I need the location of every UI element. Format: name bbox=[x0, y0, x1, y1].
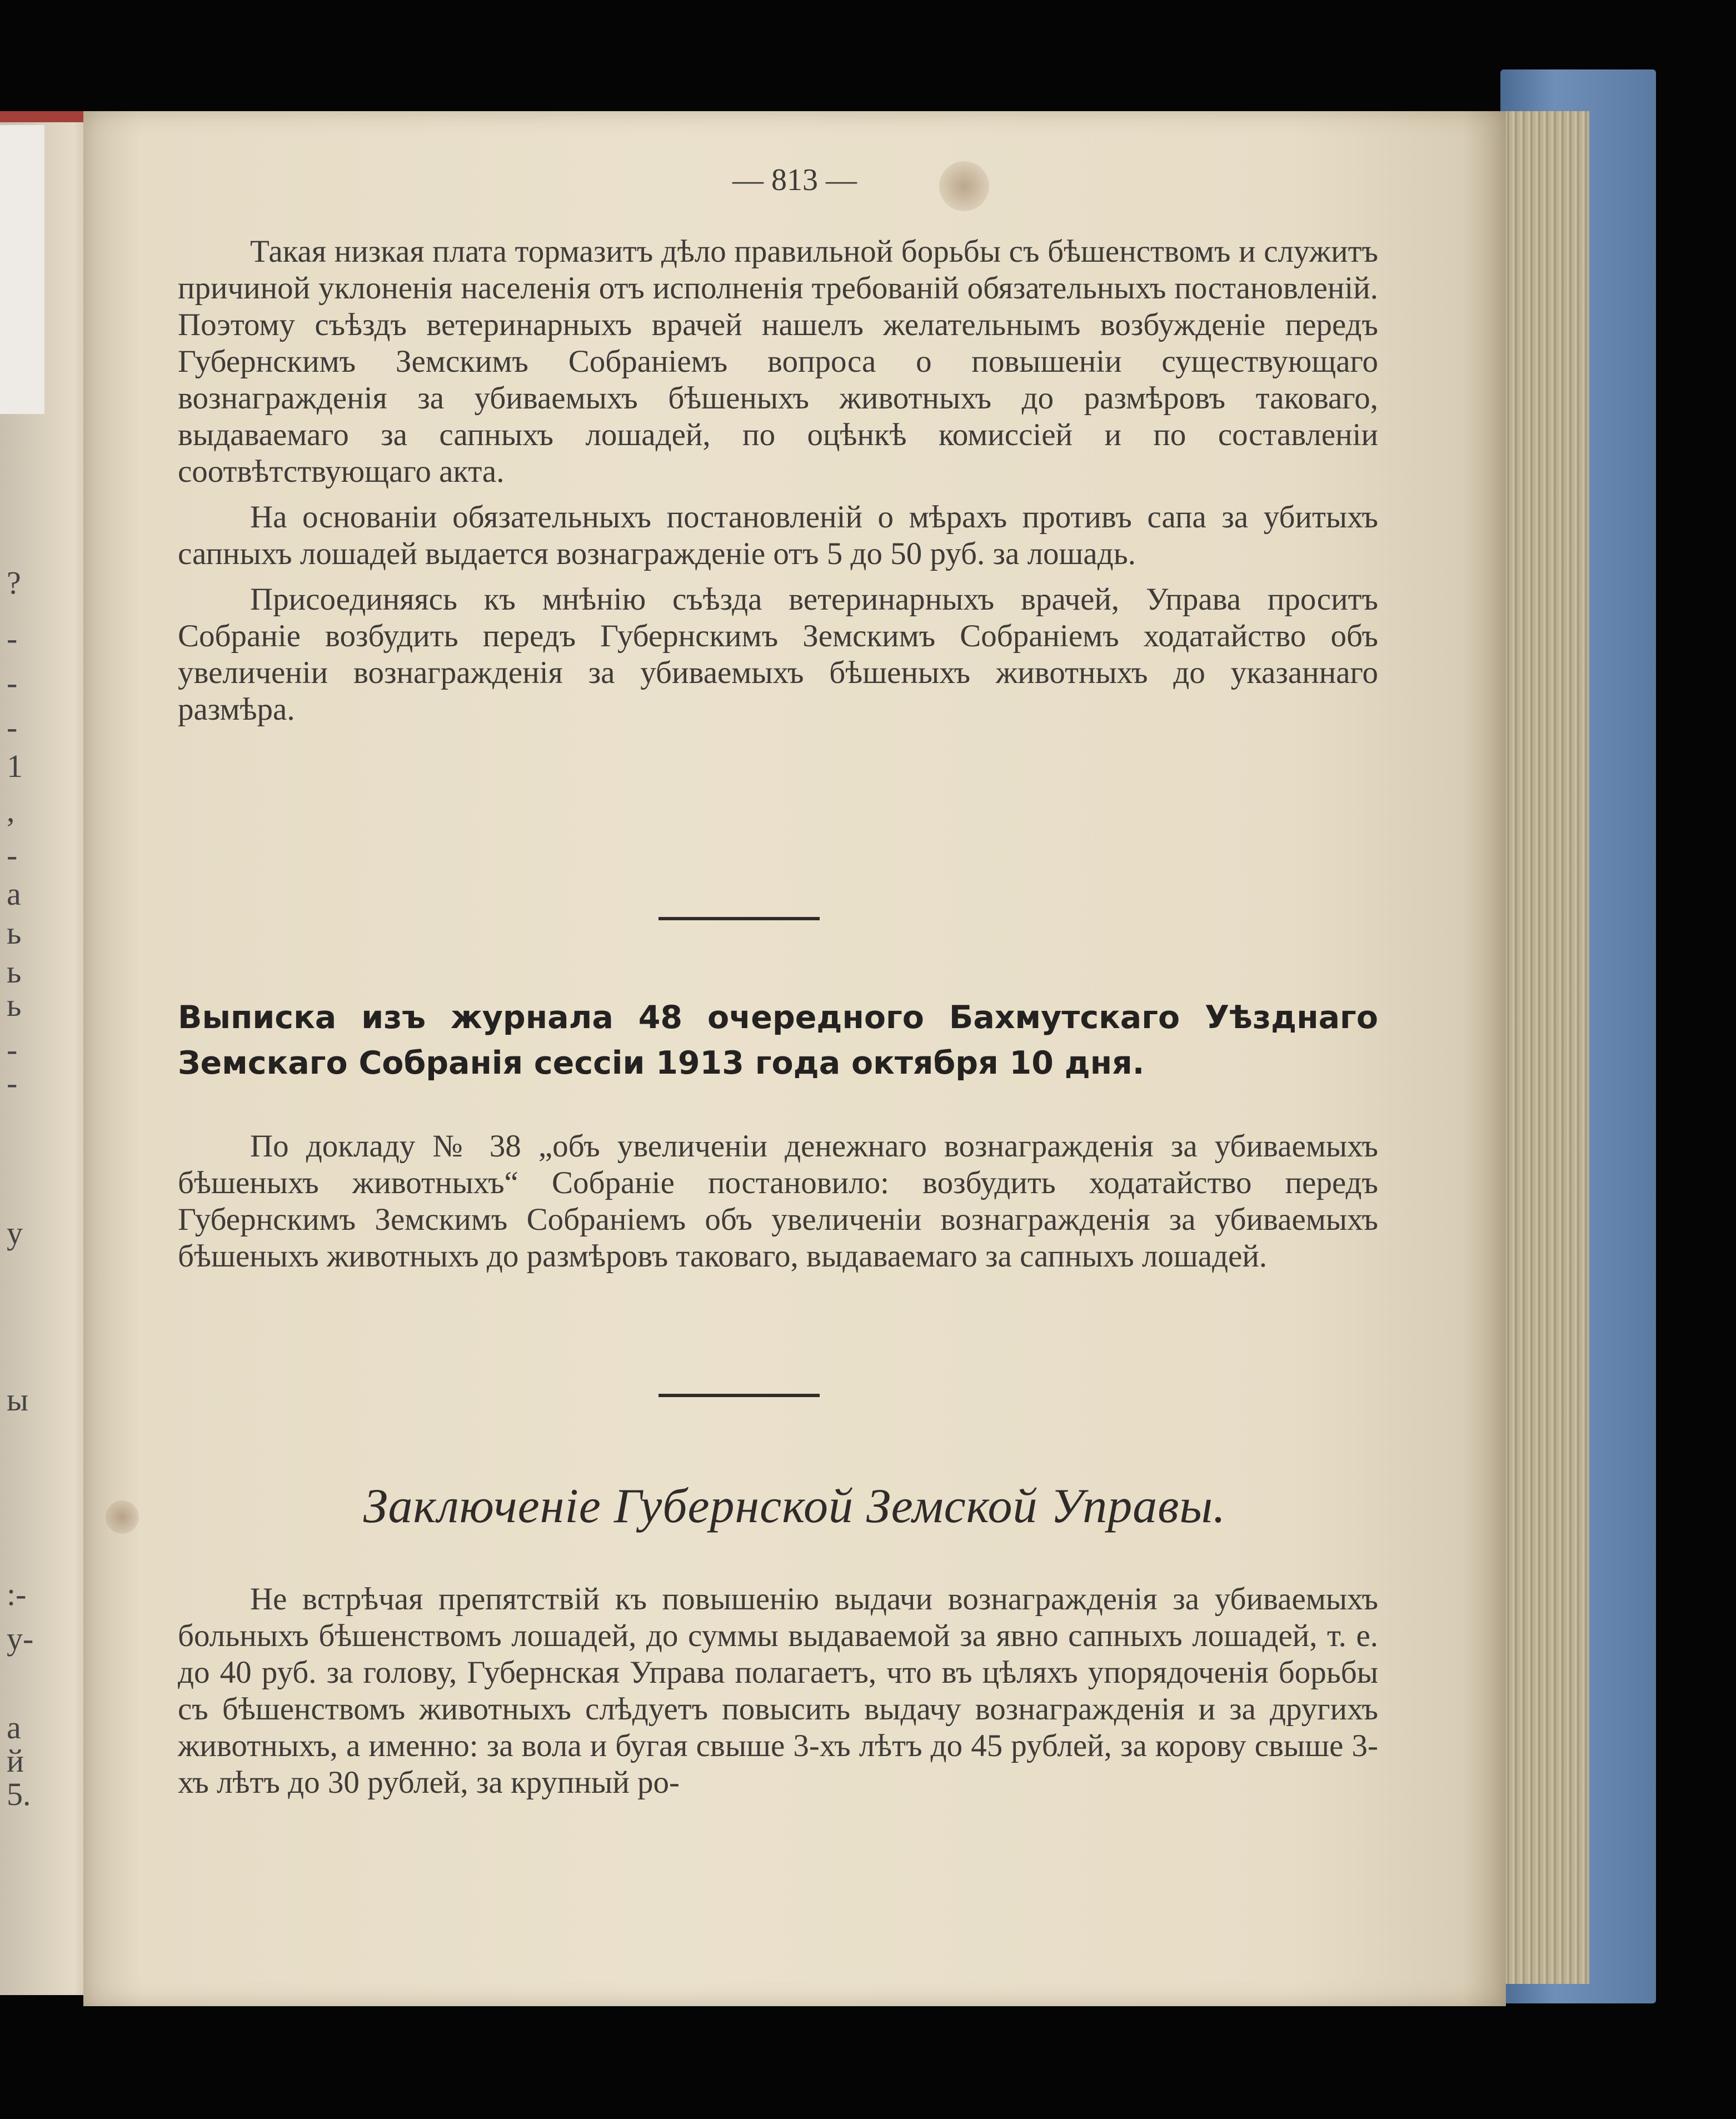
book-page bbox=[83, 111, 1506, 2006]
edge-char: ь bbox=[7, 954, 22, 990]
conclusion-heading: Заключеніе Губернской Земской Управы. bbox=[363, 1479, 1226, 1533]
extract-body bbox=[178, 1128, 1378, 1275]
paper-tab bbox=[0, 125, 44, 414]
edge-char: - bbox=[7, 709, 18, 745]
section-divider bbox=[659, 1394, 820, 1397]
edge-char: - bbox=[7, 837, 18, 873]
paragraph: По докладу № 38 „объ увеличеніи денежнаго вознагражденія за убиваемыхъ бѣшеныхъ животныхъ“ Собраніе постановило: возбудить ходатайство передъ Губернскимъ Земскимъ Собраніемъ объ увеличеніи вознагражденія за убиваемыхъ бѣшеныхъ животныхъ до размѣровъ таковаго, выдаваемаго за сапныхъ лошадей. bbox=[178, 1129, 1378, 1274]
body-text-top bbox=[178, 233, 1378, 728]
edge-char: y- bbox=[7, 1621, 34, 1657]
edge-char: a bbox=[7, 876, 21, 912]
edge-char: ь bbox=[7, 915, 22, 951]
paragraph: Присоединяясь къ мнѣнію съѣзда ветеринарныхъ врачей, Управа проситъ Собраніе возбудить передъ Губернскимъ Земскимъ Собраніемъ ходатайство объ увеличеніи вознагражденія за убиваемыхъ бѣшеныхъ животныхъ до указаннаго размѣра. bbox=[178, 582, 1378, 727]
edge-char: ь bbox=[7, 987, 22, 1023]
paragraph: Такая низкая плата тормазитъ дѣло правильной борьбы съ бѣшенствомъ и служитъ причиной уклоненія населенія отъ исполненія требованій обязательныхъ постановленій. Поэтому съѣздъ ветеринарныхъ врачей нашелъ желательнымъ возбужденіе передъ Губернскимъ Земскимъ Собраніемъ вопроса о повышеніи существующаго вознагражденія за убиваемыхъ бѣшеныхъ животныхъ до размѣровъ таковаго, выдаваемаго за сапныхъ лошадей, по оцѣнкѣ комиссіей и по составленіи соотвѣтствующаго акта. bbox=[178, 234, 1378, 489]
edge-char: ? bbox=[7, 565, 21, 601]
edge-char: - bbox=[7, 1065, 18, 1101]
edge-char: - bbox=[7, 665, 18, 701]
edge-char: й bbox=[7, 1743, 24, 1779]
edge-char: :- bbox=[7, 1576, 27, 1612]
edge-char: y bbox=[7, 1215, 23, 1251]
edge-char: - bbox=[7, 1031, 18, 1068]
edge-char: , bbox=[7, 792, 15, 829]
paragraph: На основаніи обязательныхъ постановленій о мѣрахъ противъ сапа за убитыхъ сапныхъ лошадей выдается вознагражденіе отъ 5 до 50 руб. за лошадь. bbox=[178, 500, 1378, 571]
page-edges bbox=[1495, 111, 1589, 1984]
edge-char: - bbox=[7, 620, 18, 656]
extract-heading: Выписка изъ журнала 48 очередного Бахмутскаго Уѣзднаго Земскаго Собранія сессіи 1913 года октября 10 дня. bbox=[178, 999, 1378, 1081]
edge-char: ы bbox=[7, 1382, 28, 1418]
page-number: — 813 — bbox=[732, 163, 857, 197]
edge-char: 5. bbox=[7, 1776, 31, 1812]
section-divider bbox=[659, 917, 820, 920]
paragraph: Не встрѣчая препятствій къ повышенію выдачи вознагражденія за убиваемыхъ больныхъ бѣшенствомъ лошадей, до суммы выдаваемой за явно сапныхъ лошадей, т. е. до 40 руб. за голову, Губернская Управа полагаетъ, что въ цѣляхъ упорядоченія борьбы съ бѣшенствомъ животныхъ слѣдуетъ повысить выдачу вознагражденія и за другихъ животныхъ, а именно: за вола и бугая свыше 3-хъ лѣтъ до 45 рублей, за корову свыше 3-хъ лѣтъ до 30 рублей, за крупный ро- bbox=[178, 1582, 1378, 1800]
conclusion-body bbox=[178, 1581, 1378, 1801]
edge-char: 1 bbox=[7, 748, 23, 784]
edge-char: a bbox=[7, 1709, 21, 1746]
